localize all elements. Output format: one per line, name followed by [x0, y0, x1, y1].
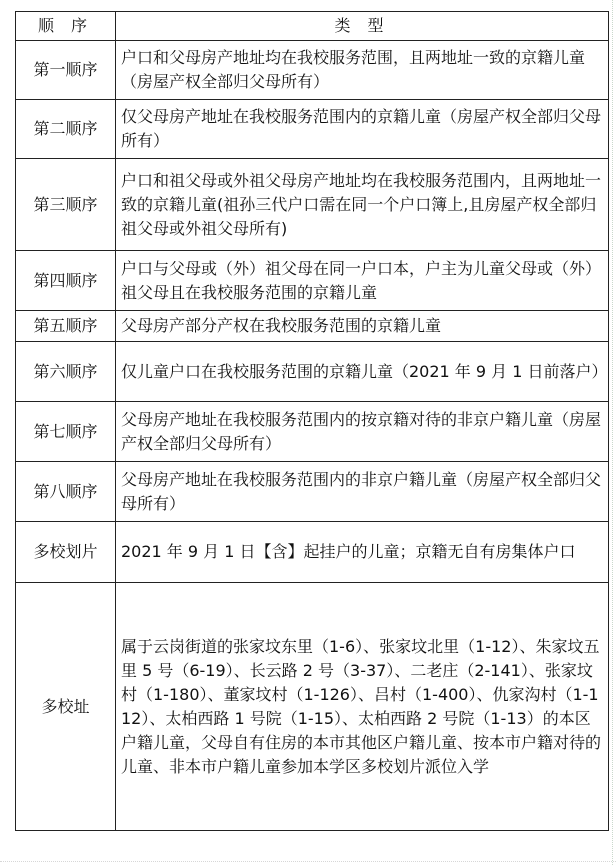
table-row — [16, 462, 609, 522]
order-cell: 第一顺序 — [16, 41, 116, 100]
type-cell: 属于云岗街道的张家坟东里（1-6）、张家坟北里（1-12）、朱家坟五里 5 号（6-19）、长云路 2 号（3-37）、二老庄（2-141）、张家坟村（1-180）、董家坟村（1-126）、吕村（1-400）、仇家沟村（1-112）、太柏西路 1 号院（1-15）、太柏西路 2 号院（1-13）的本区户籍儿童，父母自有住房的本市其他区户籍儿童、按本市户籍对待的儿童、非本市户籍儿童参加本学区多校划片派位入学 — [116, 583, 609, 831]
order-cell: 第八顺序 — [16, 462, 116, 522]
order-cell: 第七顺序 — [16, 402, 116, 462]
table-row — [16, 583, 609, 831]
table-row — [16, 41, 609, 100]
table-row — [16, 251, 609, 311]
type-cell: 户口和父母房产地址均在我校服务范围，且两地址一致的京籍儿童（房屋产权全部归父母所有） — [116, 41, 609, 100]
type-cell: 仅父母房产地址在我校服务范围内的京籍儿童（房屋产权全部归父母所有） — [116, 100, 609, 159]
page-edge-bottom — [0, 861, 616, 865]
type-cell: 父母房产部分产权在我校服务范围的京籍儿童 — [116, 311, 609, 342]
table-row — [16, 159, 609, 251]
table-row — [16, 402, 609, 462]
type-cell: 仅儿童户口在我校服务范围的京籍儿童（2021 年 9 月 1 日前落户） — [116, 342, 609, 402]
type-cell: 父母房产地址在我校服务范围内的非京户籍儿童（房屋产权全部归父母所有） — [116, 462, 609, 522]
order-cell: 第二顺序 — [16, 100, 116, 159]
type-cell: 户口和祖父母或外祖父母房产地址均在我校服务范围内，且两地址一致的京籍儿童(祖孙三代户口需在同一个户口簿上,且房屋产权全部归祖父母或外祖父母所有) — [116, 159, 609, 251]
admission-priority-table — [15, 11, 609, 831]
page-edge-right — [612, 0, 616, 865]
table-header-row — [16, 12, 609, 41]
type-cell: 户口与父母或（外）祖父母在同一户口本，户主为儿童父母或（外）祖父母且在我校服务范围的京籍儿童 — [116, 251, 609, 311]
order-cell: 第五顺序 — [16, 311, 116, 342]
header-order: 顺 序 — [16, 12, 116, 41]
order-cell: 第六顺序 — [16, 342, 116, 402]
header-type: 类 型 — [116, 12, 609, 41]
order-cell: 第三顺序 — [16, 159, 116, 251]
table-row — [16, 311, 609, 342]
type-cell: 父母房产地址在我校服务范围内的按京籍对待的非京户籍儿童（房屋产权全部归父母所有） — [116, 402, 609, 462]
order-cell: 第四顺序 — [16, 251, 116, 311]
table-row — [16, 100, 609, 159]
order-cell: 多校划片 — [16, 522, 116, 583]
order-cell: 多校址 — [16, 583, 116, 831]
table-row — [16, 522, 609, 583]
type-cell: 2021 年 9 月 1 日【含】起挂户的儿童；京籍无自有房集体户口 — [116, 522, 609, 583]
table-row — [16, 342, 609, 402]
